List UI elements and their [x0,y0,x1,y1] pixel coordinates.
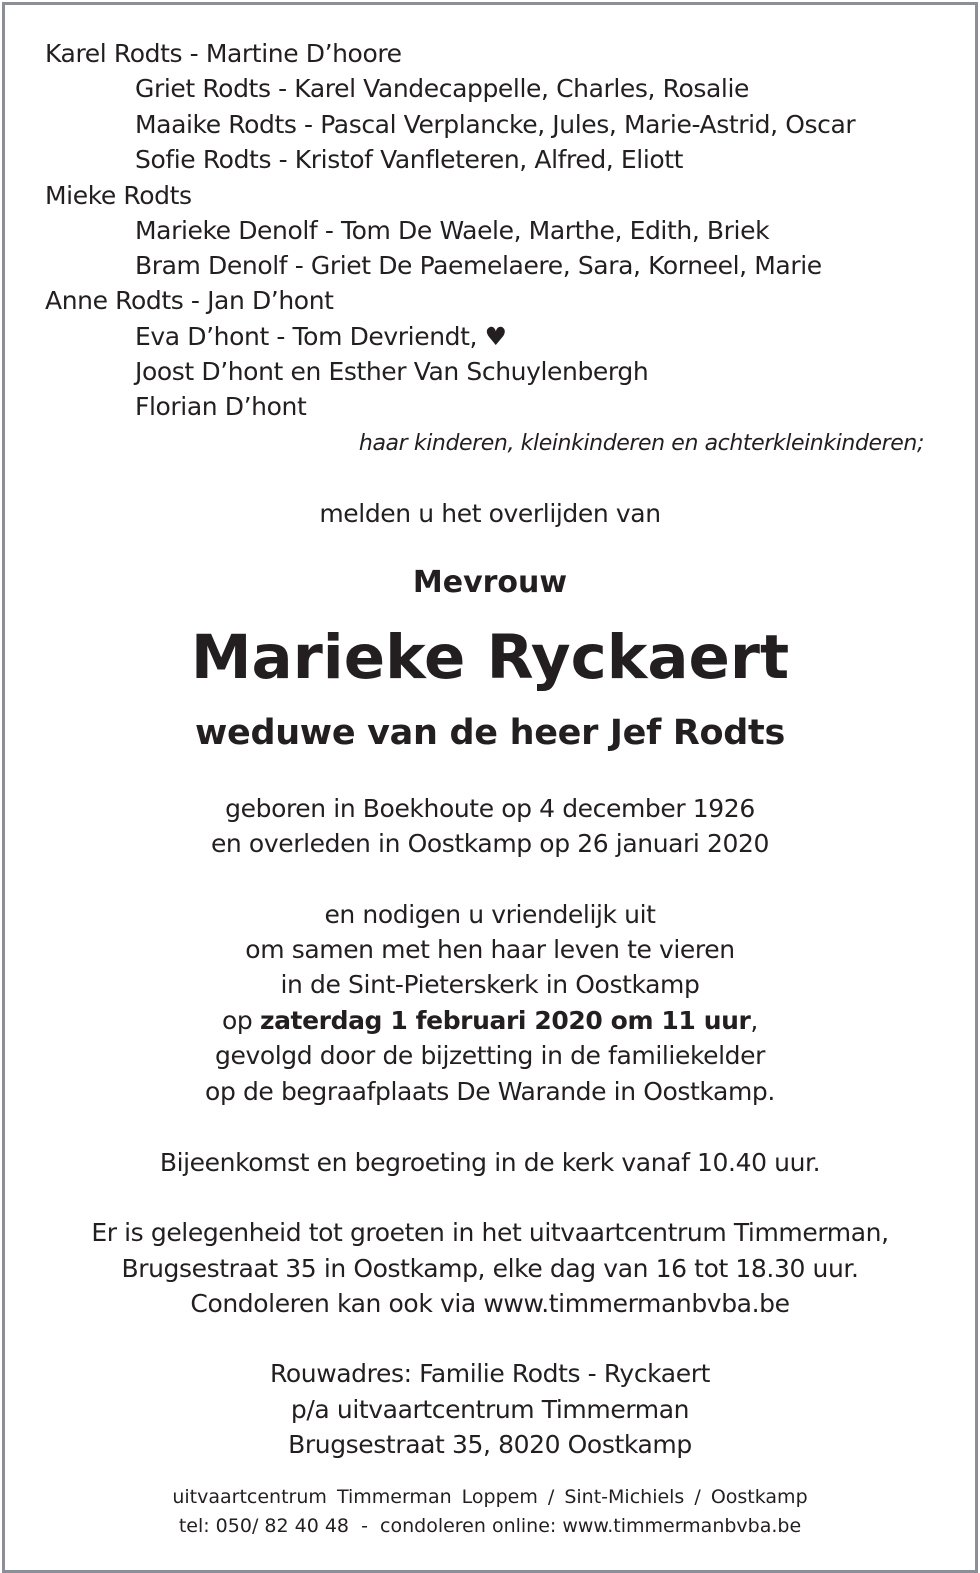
birth-line: geboren in Boekhoute op 4 december 1926 [225,794,755,823]
invite-line: gevolgd door de bijzetting in de familiekelder [215,1041,765,1070]
family-line: Griet Rodts - Karel Vandecappelle, Charles, Rosalie [135,74,749,103]
invite-line-prefix: op [222,1006,260,1035]
invite-line: en nodigen u vriendelijk uit [324,900,656,929]
family-relation: haar kinderen, kleinkinderen en achterkleinkinderen; [358,431,924,456]
address-line: Rouwadres: Familie Rodts - Ryckaert [270,1359,710,1388]
family-line: Marieke Denolf - Tom De Waele, Marthe, Edith, Briek [135,216,770,245]
footer-line: uitvaartcentrum Timmerman Loppem / Sint-Michiels / Oostkamp [172,1486,808,1508]
family-line: Bram Denolf - Griet De Paemelaere, Sara, Korneel, Marie [135,251,822,280]
family-line: Joost D’hont en Esther Van Schuylenbergh [135,357,649,386]
death-line: en overleden in Oostkamp op 26 januari 2020 [210,829,770,858]
ceremony-date: zaterdag 1 februari 2020 om 11 uur [259,1006,751,1035]
invite-line: in de Sint-Pieterskerk in Oostkamp [280,970,700,999]
deceased-name: Marieke Ryckaert [190,622,790,693]
footer-line: tel: 050/ 82 40 48 - condoleren online: www.timmermanbvba.be [178,1515,802,1537]
address-line: Brugsestraat 35, 8020 Oostkamp [288,1430,692,1459]
ceremony-date-line [0,1006,980,1036]
family-line: Mieke Rodts [45,181,192,210]
family-line: Karel Rodts - Martine D’hoore [45,39,402,68]
announce-text: melden u het overlijden van [319,499,661,528]
family-line: Eva D’hont - Tom Devriendt, ♥ [135,322,507,351]
invite-line-suffix: , [750,1006,758,1035]
invite-line: om samen met hen haar leven te vieren [245,935,735,964]
visit-line: Brugsestraat 35 in Oostkamp, elke dag van 16 tot 18.30 uur. [121,1254,859,1283]
visit-line: Condoleren kan ook via www.timmermanbvba.be [190,1289,790,1318]
salutation: Mevrouw [412,565,568,600]
family-line: Sofie Rodts - Kristof Vanfleteren, Alfred, Eliott [135,145,684,174]
family-line: Anne Rodts - Jan D’hont [45,286,334,315]
family-line: Maaike Rodts - Pascal Verplancke, Jules, Marie-Astrid, Oscar [135,110,856,139]
invite-line: op de begraafplaats De Warande in Oostkamp. [205,1077,775,1106]
gathering-line: Bijeenkomst en begroeting in de kerk vanaf 10.40 uur. [159,1148,821,1177]
visit-line: Er is gelegenheid tot groeten in het uitvaartcentrum Timmerman, [91,1218,889,1247]
address-line: p/a uitvaartcentrum Timmerman [290,1395,690,1424]
family-line: Florian D’hont [135,392,307,421]
widow-line: weduwe van de heer Jef Rodts [194,713,786,753]
